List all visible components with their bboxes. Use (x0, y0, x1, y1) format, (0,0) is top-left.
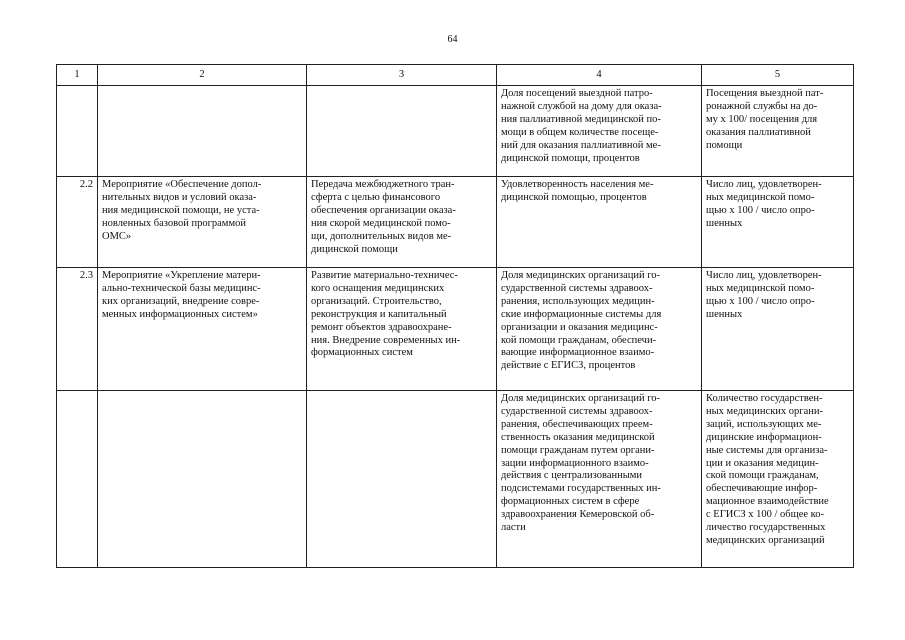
program-indicators-table (56, 64, 854, 568)
indicator-cell: Доля медицинских организаций го- сударственной системы здравоох- ранения, использующих медицин- ские информационные системы для организации и оказания медицинс- кой помощи гражданам, обеспечи- вающие информационное взаимо- действие с ЕГИСЗ, процентов (497, 268, 702, 391)
column-header-3: 3 (307, 65, 497, 86)
event-cell (98, 391, 307, 568)
event-cell (98, 86, 307, 177)
row-number-cell: 2.3 (57, 268, 98, 391)
row-number-cell (57, 86, 98, 177)
table-row (57, 86, 854, 177)
formula-cell: Число лиц, удовлетворен- ных медицинской помо- щью х 100 / число опро- шенных (702, 268, 854, 391)
column-header-5: 5 (702, 65, 854, 86)
description-cell: Передача межбюджетного тран- сферта с целью финансового обеспечения организации оказа- ния скорой медицинской помо- щи, дополнительных видов ме- дицинской помощи (307, 177, 497, 268)
column-header-4: 4 (497, 65, 702, 86)
page-number: 64 (447, 34, 458, 45)
row-number-cell (57, 391, 98, 568)
row-number-cell: 2.2 (57, 177, 98, 268)
formula-cell: Количество государствен- ных медицинских органи- заций, использующих ме- дицинские информацион- ные системы для организа- ции и оказания медицин- ской помощи гражданам, обеспечивающие инфор- мационное взаимодействие с ЕГИСЗ х 100 / общее ко- личество государственных медицинских организаций (702, 391, 854, 568)
description-cell: Развитие материально-техничес- кого оснащения медицинских организаций. Строительство, реконструкция и капитальный ремонт объектов здравоохране- ния. Внедрение современных ин- формационных систем (307, 268, 497, 391)
description-cell (307, 391, 497, 568)
indicator-cell: Доля посещений выездной патро- нажной службой на дому для оказа- ния паллиативной медицинской по- мощи в общем количестве посеще- ний для оказания паллиативной ме- дицинской помощи, процентов (497, 86, 702, 177)
indicator-cell: Удовлетворенность населения ме- дицинской помощью, процентов (497, 177, 702, 268)
column-header-2: 2 (98, 65, 307, 86)
table-row (57, 177, 854, 268)
event-cell: Мероприятие «Обеспечение допол- нительных видов и условий оказа- ния медицинской помощи, не уста- новленных базовой программой ОМС» (98, 177, 307, 268)
event-cell: Мероприятие «Укрепление матери- ально-технической базы медицинс- ких организаций, внедрение совре- менных информационных систем» (98, 268, 307, 391)
formula-cell: Посещения выездной пат- ронажной службы на до- му х 100/ посещения для оказания паллиативной помощи (702, 86, 854, 177)
table-header-row (57, 65, 854, 86)
indicator-cell: Доля медицинских организаций го- сударственной системы здравоох- ранения, обеспечивающих преем- ственность оказания медицинской помощи гражданам путем органи- зации информационного взаимо- действия с централизованными подсистемами государственных ин- формационных систем в сфере здравоохранения Кемеровской об- ласти (497, 391, 702, 568)
formula-cell: Число лиц, удовлетворен- ных медицинской помо- щью х 100 / число опро- шенных (702, 177, 854, 268)
table-row (57, 268, 854, 391)
description-cell (307, 86, 497, 177)
table-row (57, 391, 854, 568)
column-header-1: 1 (57, 65, 98, 86)
